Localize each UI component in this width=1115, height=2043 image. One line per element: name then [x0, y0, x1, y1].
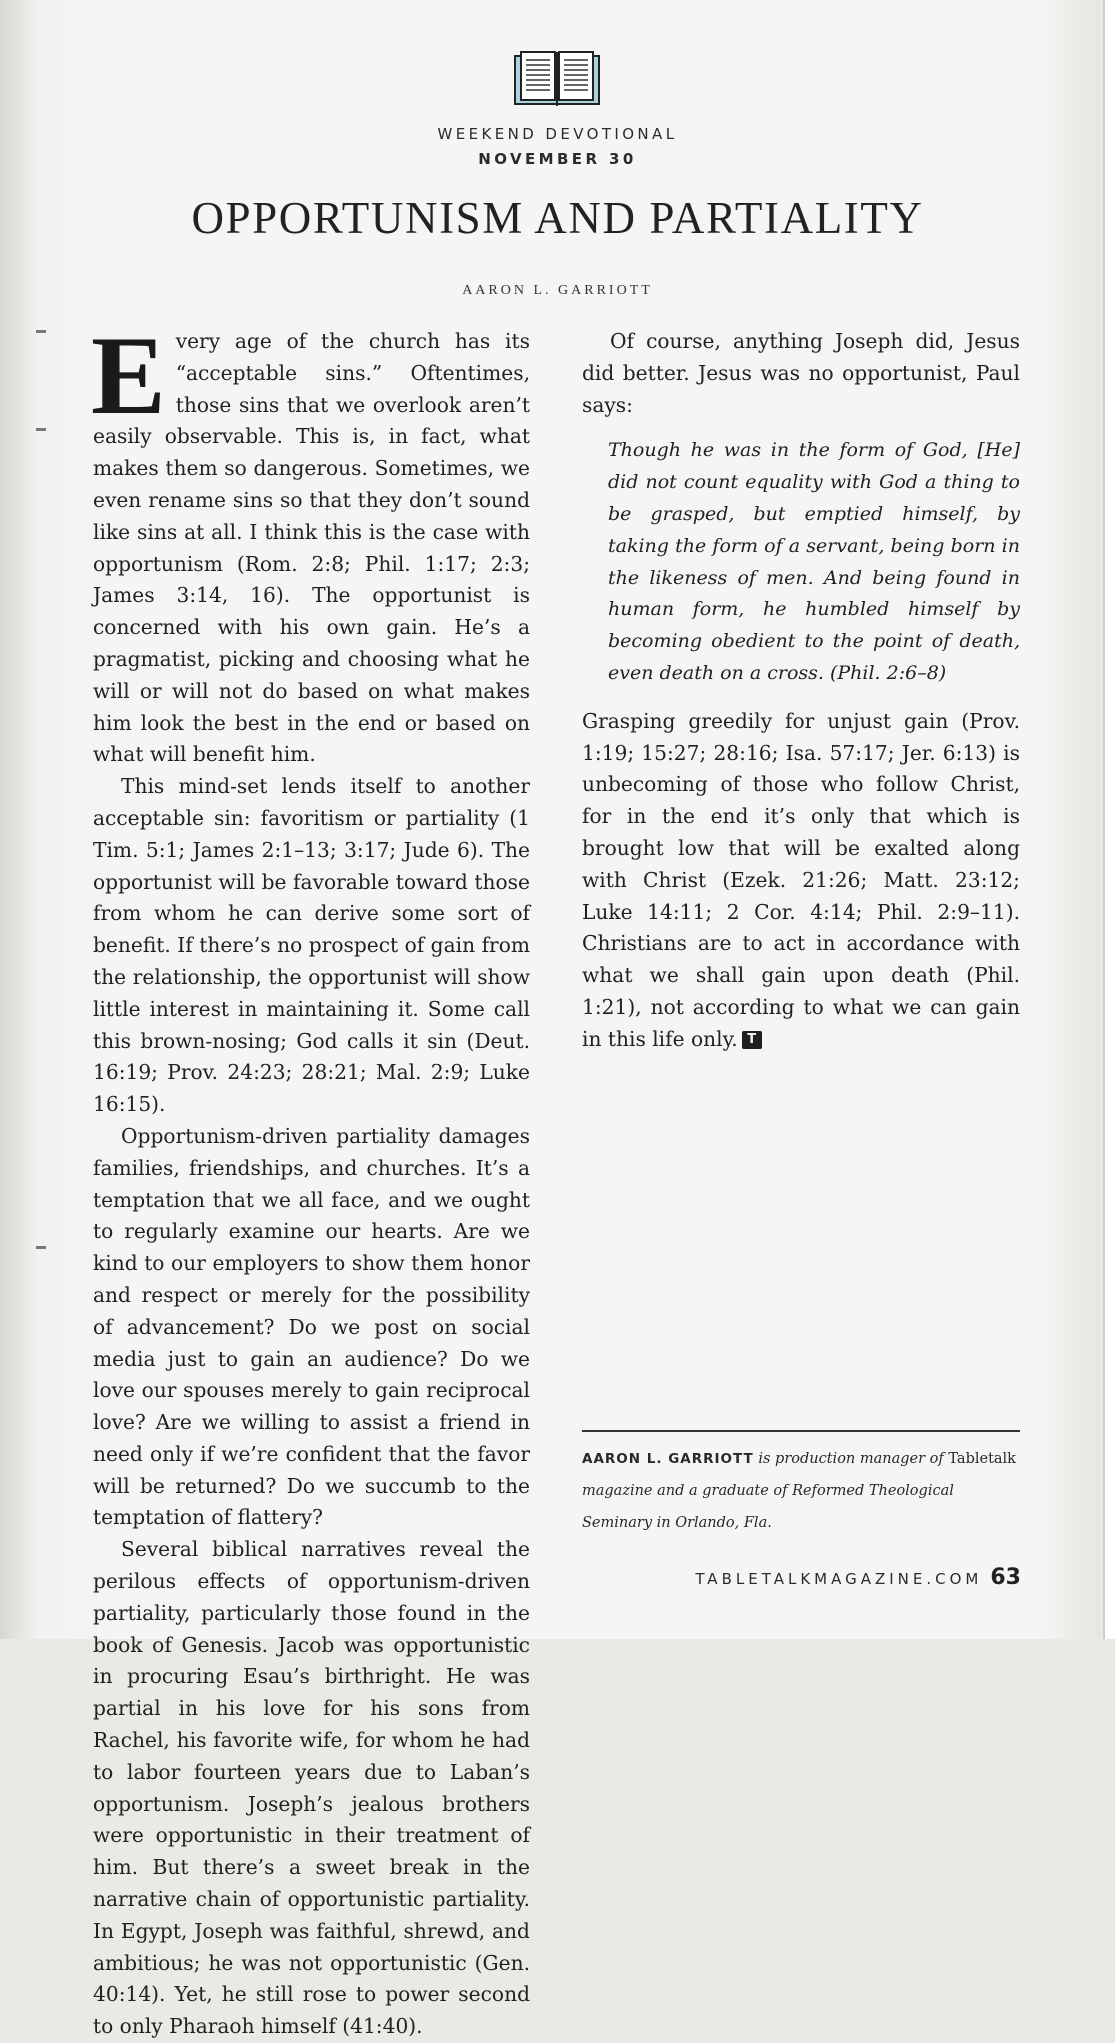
- margin-mark: [36, 330, 46, 333]
- bio-author-name: AARON L. GARRIOTT: [582, 1451, 754, 1467]
- author-bio: [582, 1443, 1022, 1539]
- paragraph-2: This mind-set lends itself to another acceptable sin: favoritism or partiality (1 Tim. 5:1; James 2:1–13; 3:17; Jude 6). The opportunist will be favorable toward those from whom he can derive some sort of benefit. If there’s no prospect of gain from the relationship, the opportunist will show little interest in maintaining it. Some call this brown-nosing; God calls it sin (Deut. 16:19; Prov. 24:23; 28:21; Mal. 2:9; Luke 16:15).: [93, 774, 530, 1117]
- column-left: [91, 314, 530, 2043]
- paragraph-1-text: very age of the church has its “acceptable sins.” Oftentimes, those sins that we overlook aren’t easily observable. This is, in fact, what makes them so dangerous. Sometimes, we even rename sins so that they don’t sound like sins at all. I think this is the case with opportunism (Rom. 2:8; Phil. 1:17; 2:3; James 3:14, 16). The opportunist is concerned with his own gain. He’s a pragmatist, picking and choosing what he will or will not do based on what makes him look the best in the end or based on what will benefit him.: [93, 329, 530, 767]
- tabletalk-end-mark-icon: T: [742, 1031, 762, 1049]
- open-book-icon: [513, 50, 601, 108]
- bio-magazine-name: Tabletalk: [948, 1451, 1016, 1467]
- margin-mark: [36, 1246, 46, 1249]
- paragraph-4: Several biblical narratives reveal the perilous effects of opportunism-driven partiality, particularly those found in the book of Genesis. Jacob was opportunistic in procuring Esau’s birthright. He was partial in his love for his sons from Rachel, his favorite wife, for whom he had to labor fourteen years due to Laban’s opportunism. Joseph’s jealous brothers were opportunistic in their treatment of him. But there’s a sweet break in the narrative chain of opportunistic partiality. In Egypt, Joseph was faithful, shrewd, and ambitious; he was not opportunistic (Gen. 40:14). Yet, he still rose to power second to only Pharaoh himself (41:40).: [93, 1537, 530, 2039]
- scripture-quote: Though he was in the form of God, [He] did not count equality with God a thing to be grasped, but emptied himself, by taking the form of a servant, being born in the likeness of men. And being found in human form, he humbled himself by becoming obedient to the point of death, even death on a cross. (Phil. 2:6–8): [608, 439, 1020, 684]
- paragraph-3: Opportunism-driven partiality damages families, friendships, and churches. It’s a temptation that we all face, and we ought to regularly examine our hearts. Are we kind to our employers to show them honor and respect or merely for the possibility of advancement? Do we post on social media just to gain an audience? Do we love our spouses merely to gain reciprocal love? Are we willing to assist a friend in need only if we’re confident that the favor will be returned? Do we succumb to the temptation of flattery?: [93, 1123, 530, 1530]
- bio-text-2: magazine and a graduate of Reformed Theological Seminary in Orlando, Fla.: [582, 1483, 954, 1531]
- bio-text-1: is production manager of: [753, 1451, 949, 1467]
- section-kicker: WEEKEND DEVOTIONAL: [437, 125, 678, 143]
- footer-site: TABLETALKMAGAZINE.COM: [695, 1570, 983, 1588]
- paragraph-6-text: Grasping greedily for unjust gain (Prov. 1:19; 15:27; 28:16; Isa. 57:17; Jer. 6:13) is unbecoming of those who follow Christ, for in the end it’s only that which is brought low that will be exalted along with Christ (Ezek. 21:26; Matt. 23:12; Luke 14:11; 2 Cor. 4:14; Phil. 2:9–11). Christians are to act in accordance with what we shall gain upon death (Phil. 1:21), not according to what we can gain in this life only.: [582, 708, 1020, 1051]
- devotional-date: NOVEMBER 30: [478, 150, 637, 168]
- page-edge: [1103, 0, 1115, 1639]
- paragraph-5: Of course, anything Joseph did, Jesus did better. Jesus was no opportunist, Paul says:: [582, 329, 1020, 417]
- article-title: OPPORTUNISM AND PARTIALITY: [191, 193, 924, 243]
- drop-cap: E: [91, 314, 166, 438]
- column-right: [582, 326, 1020, 1056]
- paragraph-1: [91, 314, 530, 771]
- page-number: 63: [990, 1565, 1021, 1590]
- margin-mark: [36, 428, 46, 431]
- page-footer: [695, 1565, 1021, 1590]
- paragraph-6: [582, 706, 1020, 1056]
- article-author: AARON L. GARRIOTT: [462, 283, 653, 298]
- bio-divider: [582, 1430, 1020, 1432]
